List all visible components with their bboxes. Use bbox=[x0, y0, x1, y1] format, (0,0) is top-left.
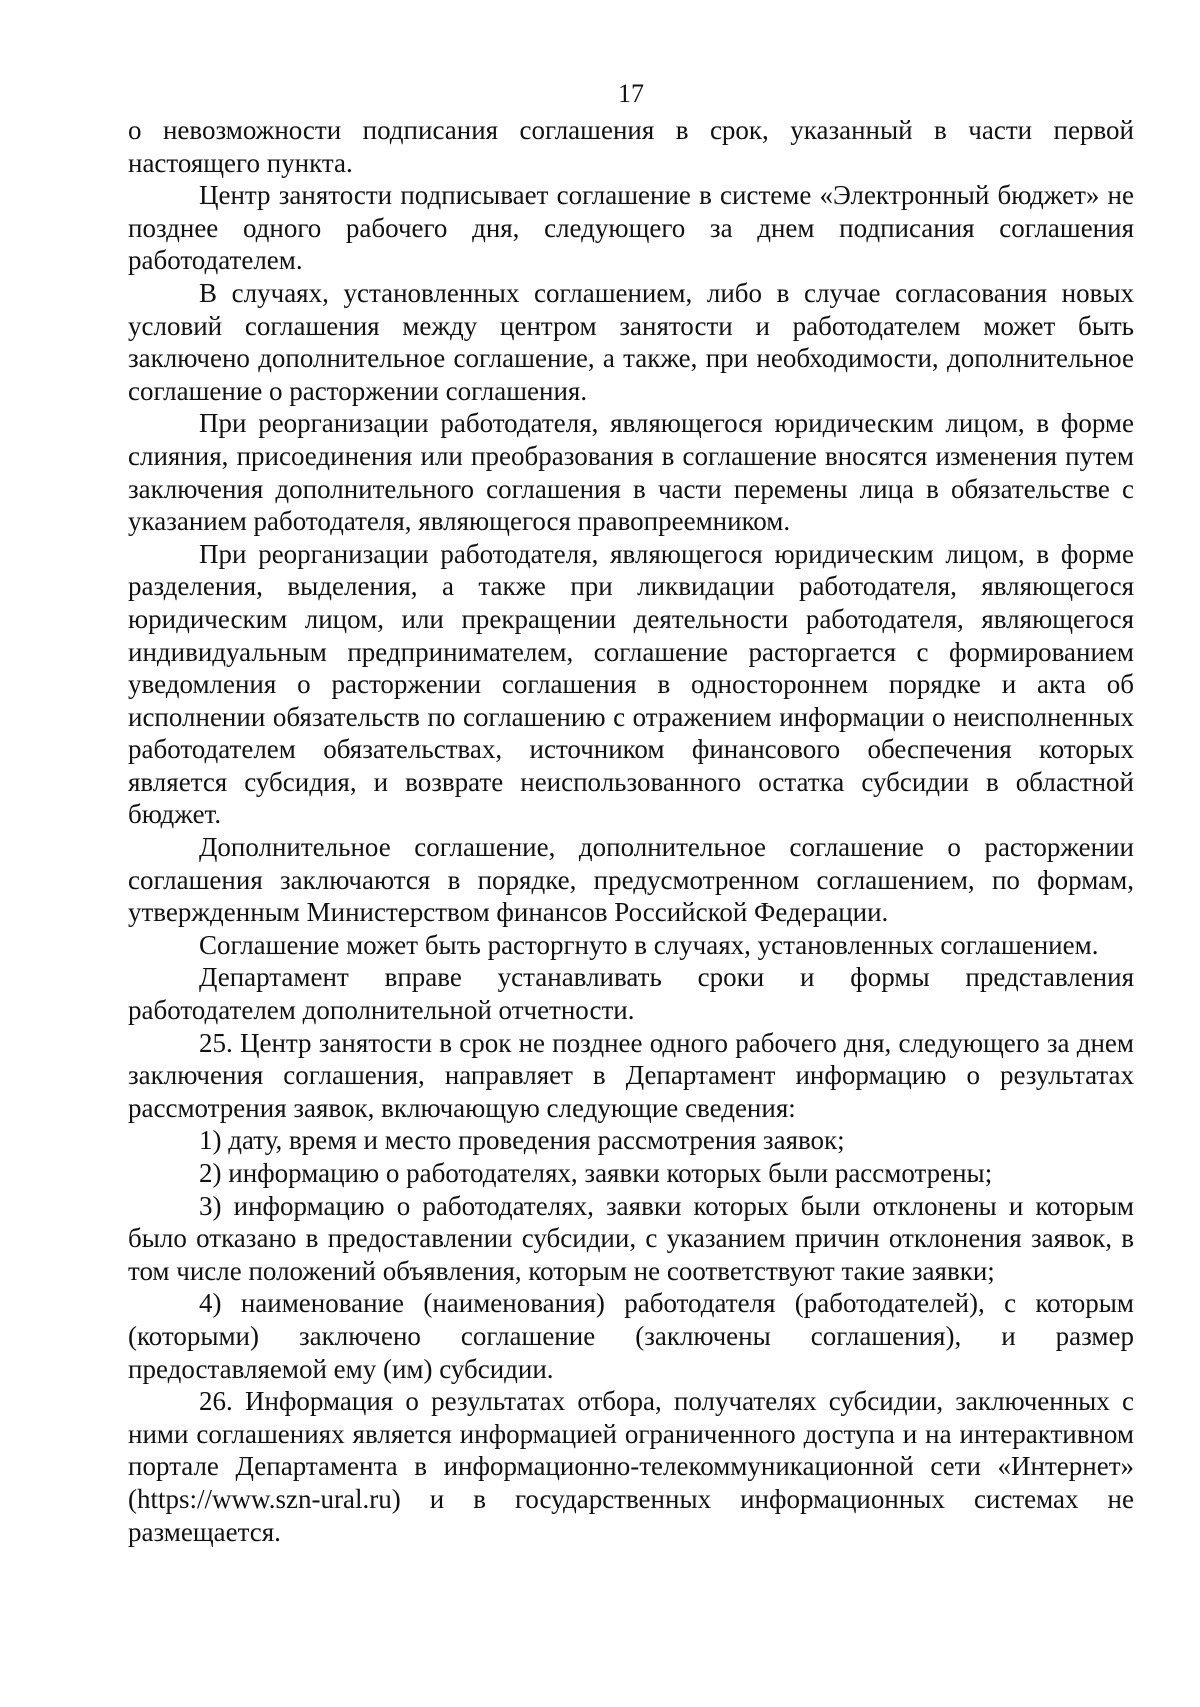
paragraph-continuation: о невозможности подписания соглашения в срок, указанный в части первой настоящего пункта. bbox=[128, 115, 1134, 178]
page-number: 17 bbox=[618, 79, 644, 108]
paragraph-reorganization-merger: При реорганизации работодателя, являющегося юридическим лицом, в форме слияния, присоединения или преобразования в соглашение вносятся изменения путем заключения дополнительного соглашения в части перемены лица в обязательстве с указанием работодателя, являющегося правопреемником. bbox=[128, 408, 1134, 537]
list-item-1: 1) дату, время и место проведения рассмотрения заявок; bbox=[199, 1125, 845, 1156]
paragraph-electronic-budget-signing: Центр занятости подписывает соглашение в системе «Электронный бюджет» не позднее одного рабочего дня, следующего за днем подписания соглашения работодателем. bbox=[128, 180, 1134, 276]
paragraph-additional-agreement: В случаях, установленных соглашением, либо в случае согласования новых условий соглашения между центром занятости и работодателем может быть заключено дополнительное соглашение, а также, при необходимости, дополнительное соглашение о расторжении соглашения. bbox=[128, 277, 1134, 406]
paragraph-agreement-forms: Дополнительное соглашение, дополнительное соглашение о расторжении соглашения заключаются в порядке, предусмотренном соглашением, по формам, утвержденным Министерством финансов Российской Федерации. bbox=[128, 832, 1134, 928]
paragraph-reorganization-division: При реорганизации работодателя, являющегося юридическим лицом, в форме разделения, выделения, а также при ликвидации работодателя, являющегося юридическим лицом, или прекращении деятельности работодателя, являющегося индивидуальным предпринимателем, соглашение расторгается с формированием уведомления о расторжении соглашения в одностороннем порядке и акта об исполнении обязательств по соглашению с отражением информации о неисполненных работодателем обязательствах, источником финансового обеспечения которых является субсидия, и возврате неиспользованного остатка субсидии в областной бюджет. bbox=[128, 538, 1134, 830]
list-item-3: 3) информацию о работодателях, заявки которых были отклонены и которым было отказано в предоставлении субсидии, с указанием причин отклонения заявок, в том числе положений объявления, которым не соответствуют такие заявки; bbox=[128, 1190, 1134, 1286]
list-item-4: 4) наименование (наименования) работодателя (работодателей), с которым (которыми) заключено соглашение (заключены соглашения), и размер предоставляемой ему (им) субсидии. bbox=[128, 1288, 1134, 1384]
paragraph-reporting: Департамент вправе устанавливать сроки и формы представления работодателем дополнительной отчетности. bbox=[128, 962, 1134, 1026]
document-page bbox=[128, 78, 1134, 1548]
list-item-2: 2) информацию о работодателях, заявки которых были рассмотрены; bbox=[199, 1158, 993, 1188]
paragraph-termination: Соглашение может быть расторгнуто в случаях, установленных соглашением. bbox=[199, 929, 1099, 960]
paragraph-item-26: 26. Информация о результатах отбора, получателях субсидии, заключенных с ними соглашениях является информацией ограниченного доступа и на интерактивном портале Департамента в информационно-телекоммуникационной сети «Интернет» (https://www.szn-ural.ru) и в государственных информационных системах не размещается. bbox=[128, 1386, 1134, 1547]
paragraph-item-25: 25. Центр занятости в срок не позднее одного рабочего дня, следующего за днем заключения соглашения, направляет в Департамент информацию о результатах рассмотрения заявок, включающую следующие сведения: bbox=[128, 1027, 1134, 1123]
